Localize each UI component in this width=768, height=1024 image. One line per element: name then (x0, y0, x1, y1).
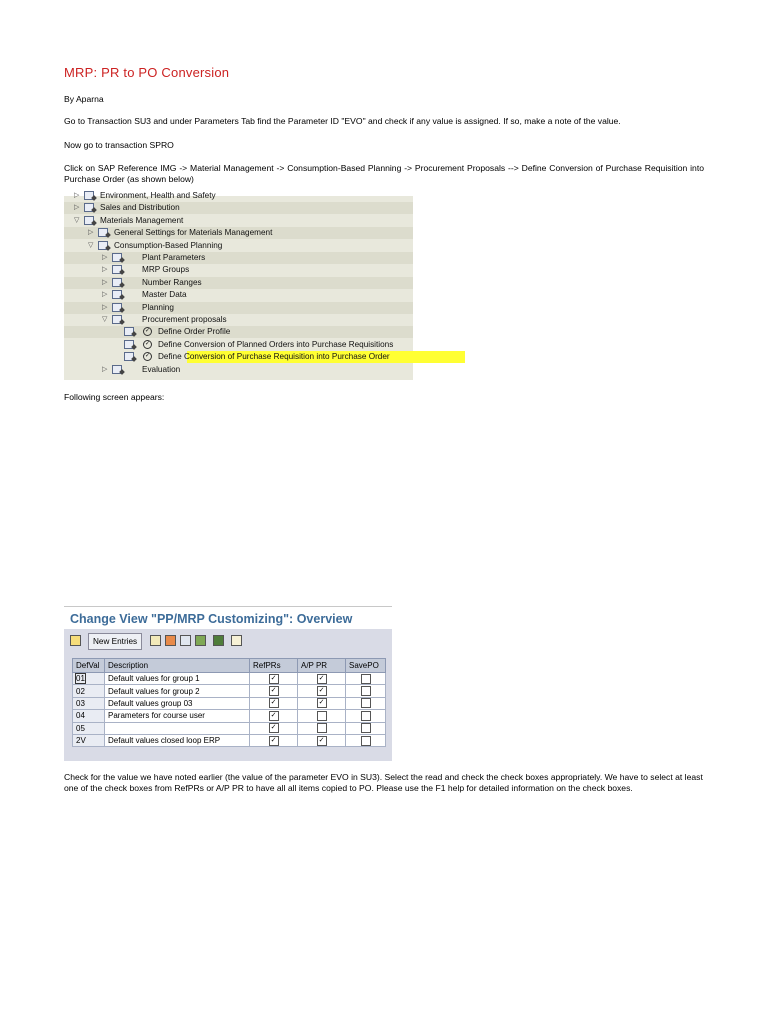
sap-view-title: Change View "PP/MRP Customizing": Overview (70, 612, 353, 626)
col-description[interactable]: Description (105, 659, 250, 673)
deselect-icon[interactable] (231, 635, 242, 646)
defval-value: 05 (76, 723, 85, 733)
refprs-checkbox[interactable]: ✓ (269, 711, 279, 721)
appr-checkbox[interactable]: ✓ (317, 736, 327, 746)
tree-node-label: Number Ranges (142, 277, 202, 287)
execute-activity-icon[interactable]: ✓ (144, 353, 151, 360)
tree-node[interactable] (64, 326, 413, 338)
appr-checkbox-cell (298, 710, 346, 722)
refprs-checkbox-cell (250, 710, 298, 722)
tree-node[interactable] (64, 364, 413, 376)
savepo-checkbox[interactable] (361, 686, 371, 696)
description-cell: Default values for group 1 (105, 673, 250, 685)
savepo-checkbox[interactable] (361, 711, 371, 721)
description-cell: Default values for group 2 (105, 685, 250, 697)
appr-checkbox-cell (298, 722, 346, 734)
table-row[interactable] (73, 685, 386, 697)
refprs-checkbox[interactable]: ✓ (269, 698, 279, 708)
table-row[interactable] (73, 722, 386, 734)
closing-text: Check for the value we have noted earlier (the value of the parameter EVO in SU3). Select the read and check the check boxes appropriately. We have to select at least one of the check boxes from RefPRs or A/P PR to have all all items copied to PO. Please use the F1 help for detailed information on the check boxes. (64, 772, 703, 793)
tree-node[interactable] (64, 351, 413, 363)
execute-activity-icon[interactable]: ✓ (144, 328, 151, 335)
tree-node[interactable] (64, 227, 413, 239)
appr-checkbox[interactable]: ✓ (317, 674, 327, 684)
savepo-checkbox-cell (346, 673, 386, 685)
refprs-checkbox-cell (250, 734, 298, 746)
tree-node-label: Procurement proposals (142, 315, 227, 324)
tree-node[interactable] (64, 339, 413, 351)
document-icon (84, 203, 94, 212)
expand-icon[interactable]: ▷ (102, 278, 108, 286)
step-su3: Go to Transaction SU3 and under Parameters Tab find the Parameter ID "EVO" and check if any value is assigned. If so, make a note of the value. (64, 116, 621, 126)
refprs-checkbox[interactable]: ✓ (269, 723, 279, 733)
appr-checkbox-cell (298, 673, 346, 685)
sap-customizing-screenshot (64, 606, 392, 761)
defval-cell[interactable] (73, 722, 105, 734)
execute-activity-icon[interactable]: ✓ (144, 340, 151, 347)
new-entries-button[interactable]: New Entries (88, 633, 142, 650)
tree-node-label: Plant Parameters (142, 253, 206, 262)
description-cell: Default values group 03 (105, 697, 250, 709)
savepo-checkbox[interactable] (361, 736, 371, 746)
refprs-checkbox-cell (250, 722, 298, 734)
select-all-icon[interactable] (195, 635, 206, 646)
appr-checkbox[interactable] (317, 711, 327, 721)
defval-value: 02 (76, 686, 85, 696)
select-block-icon[interactable] (213, 635, 224, 646)
refprs-checkbox-cell (250, 673, 298, 685)
refprs-checkbox-cell (250, 685, 298, 697)
document-icon (112, 303, 122, 312)
tree-node[interactable] (64, 190, 413, 202)
description-cell (105, 722, 250, 734)
appr-checkbox[interactable]: ✓ (317, 686, 327, 696)
defval-cell[interactable] (73, 697, 105, 709)
tree-activity-label[interactable]: Define Conversion of Planned Orders into Purchase Requisitions (158, 339, 394, 349)
refprs-checkbox[interactable]: ✓ (269, 686, 279, 696)
defval-cell[interactable] (73, 710, 105, 722)
tree-node-label: Materials Management (100, 215, 184, 225)
savepo-checkbox[interactable] (361, 698, 371, 708)
col-appr[interactable]: A/P PR (298, 659, 346, 673)
document-icon[interactable] (124, 352, 134, 361)
document-icon (84, 216, 94, 225)
defval-value: 03 (76, 698, 85, 708)
document-icon (112, 265, 122, 274)
savepo-checkbox-cell (346, 697, 386, 709)
doc-title: MRP: PR to PO Conversion (64, 65, 230, 80)
defval-value: 04 (76, 711, 85, 721)
author-line: By Aparna (64, 94, 104, 104)
refprs-checkbox-cell (250, 697, 298, 709)
document-icon (112, 253, 122, 262)
col-savepo[interactable]: SavePO (346, 659, 386, 673)
appr-checkbox[interactable] (317, 723, 327, 733)
defval-cell[interactable] (73, 734, 105, 746)
defval-cell[interactable] (73, 685, 105, 697)
tree-node[interactable] (64, 202, 413, 214)
sap-grid (72, 658, 386, 747)
copy-icon[interactable] (150, 635, 161, 646)
table-row[interactable] (73, 673, 386, 685)
sap-title-bar (64, 606, 392, 629)
appr-checkbox-cell (298, 697, 346, 709)
document-icon (112, 365, 122, 374)
table-row[interactable] (73, 710, 386, 722)
document-icon[interactable] (124, 327, 134, 336)
step-spro: Now go to transaction SPRO (64, 140, 174, 150)
tree-node-label: Environment, Health and Safety (100, 191, 216, 200)
savepo-checkbox[interactable] (361, 674, 371, 684)
savepo-checkbox-cell (346, 734, 386, 746)
document-icon (84, 191, 94, 200)
collapse-icon[interactable]: ▽ (74, 216, 80, 224)
tree-node[interactable] (64, 277, 413, 289)
tree-node-label: Consumption-Based Planning (114, 240, 223, 250)
tree-node[interactable] (64, 215, 413, 227)
step-img-path: Click on SAP Reference IMG -> Material Management -> Consumption-Based Planning -> Procurement Proposals --> Define Conversion of Purchase Requisition into Purchase Order (as shown below) (64, 163, 704, 184)
collapse-icon[interactable]: ▽ (102, 316, 108, 323)
col-refprs[interactable]: RefPRs (250, 659, 298, 673)
refprs-checkbox[interactable]: ✓ (269, 736, 279, 746)
appr-checkbox[interactable]: ✓ (317, 698, 327, 708)
following-screen-text: Following screen appears: (64, 392, 165, 402)
collapse-icon[interactable]: ▽ (88, 241, 94, 249)
tree-node[interactable] (64, 252, 413, 264)
refprs-checkbox[interactable]: ✓ (269, 674, 279, 684)
tree-node[interactable] (64, 302, 413, 314)
expand-icon[interactable]: ▷ (102, 303, 108, 311)
expand-icon[interactable]: ▷ (102, 254, 108, 261)
document-icon[interactable] (124, 340, 134, 349)
tree-node[interactable] (64, 289, 413, 301)
tree-node[interactable] (64, 314, 413, 326)
savepo-checkbox-cell (346, 685, 386, 697)
document-icon (98, 228, 108, 237)
document-icon (112, 315, 122, 324)
tree-node-label: Sales and Distribution (100, 203, 180, 213)
expand-icon[interactable]: ▷ (74, 204, 80, 212)
document-icon (112, 290, 122, 299)
expand-icon[interactable]: ▷ (102, 365, 108, 373)
tree-node-label: MRP Groups (142, 265, 190, 275)
tree-node-label: Planning (142, 302, 174, 312)
document-icon (98, 241, 108, 250)
tree-node[interactable] (64, 264, 413, 276)
sap-toolbar (64, 633, 392, 651)
defval-value: 01 (76, 674, 85, 684)
expand-icon[interactable]: ▷ (88, 229, 94, 237)
document-icon (112, 278, 122, 287)
expand-icon[interactable]: ▷ (102, 266, 108, 274)
defval-cell[interactable] (73, 673, 105, 685)
table-row[interactable] (73, 697, 386, 709)
tree-activity-label[interactable]: Define Order Profile (158, 327, 231, 337)
expand-icon[interactable]: ▷ (102, 291, 108, 299)
savepo-checkbox[interactable] (361, 723, 371, 733)
description-cell: Default values closed loop ERP (105, 734, 250, 746)
tree-node[interactable] (64, 240, 413, 252)
appr-checkbox-cell (298, 685, 346, 697)
description-cell: Parameters for course user (105, 710, 250, 722)
table-row[interactable] (73, 734, 386, 746)
col-defval[interactable]: DefVal (73, 659, 105, 673)
tree-activity-label[interactable]: Define Conversion of Purchase Requisition into Purchase Order (158, 352, 390, 362)
tree-node-label: General Settings for Materials Management (114, 228, 273, 238)
savepo-checkbox-cell (346, 722, 386, 734)
delete-icon[interactable] (165, 635, 176, 646)
display-change-icon[interactable] (70, 635, 81, 646)
tree-node-label: Evaluation (142, 364, 181, 374)
tree-node-label: Master Data (142, 290, 187, 300)
undo-icon[interactable] (180, 635, 191, 646)
appr-checkbox-cell (298, 734, 346, 746)
savepo-checkbox-cell (346, 710, 386, 722)
expand-icon[interactable]: ▷ (74, 192, 80, 199)
defval-value: 2V (76, 736, 86, 746)
img-tree-screenshot (64, 191, 413, 380)
